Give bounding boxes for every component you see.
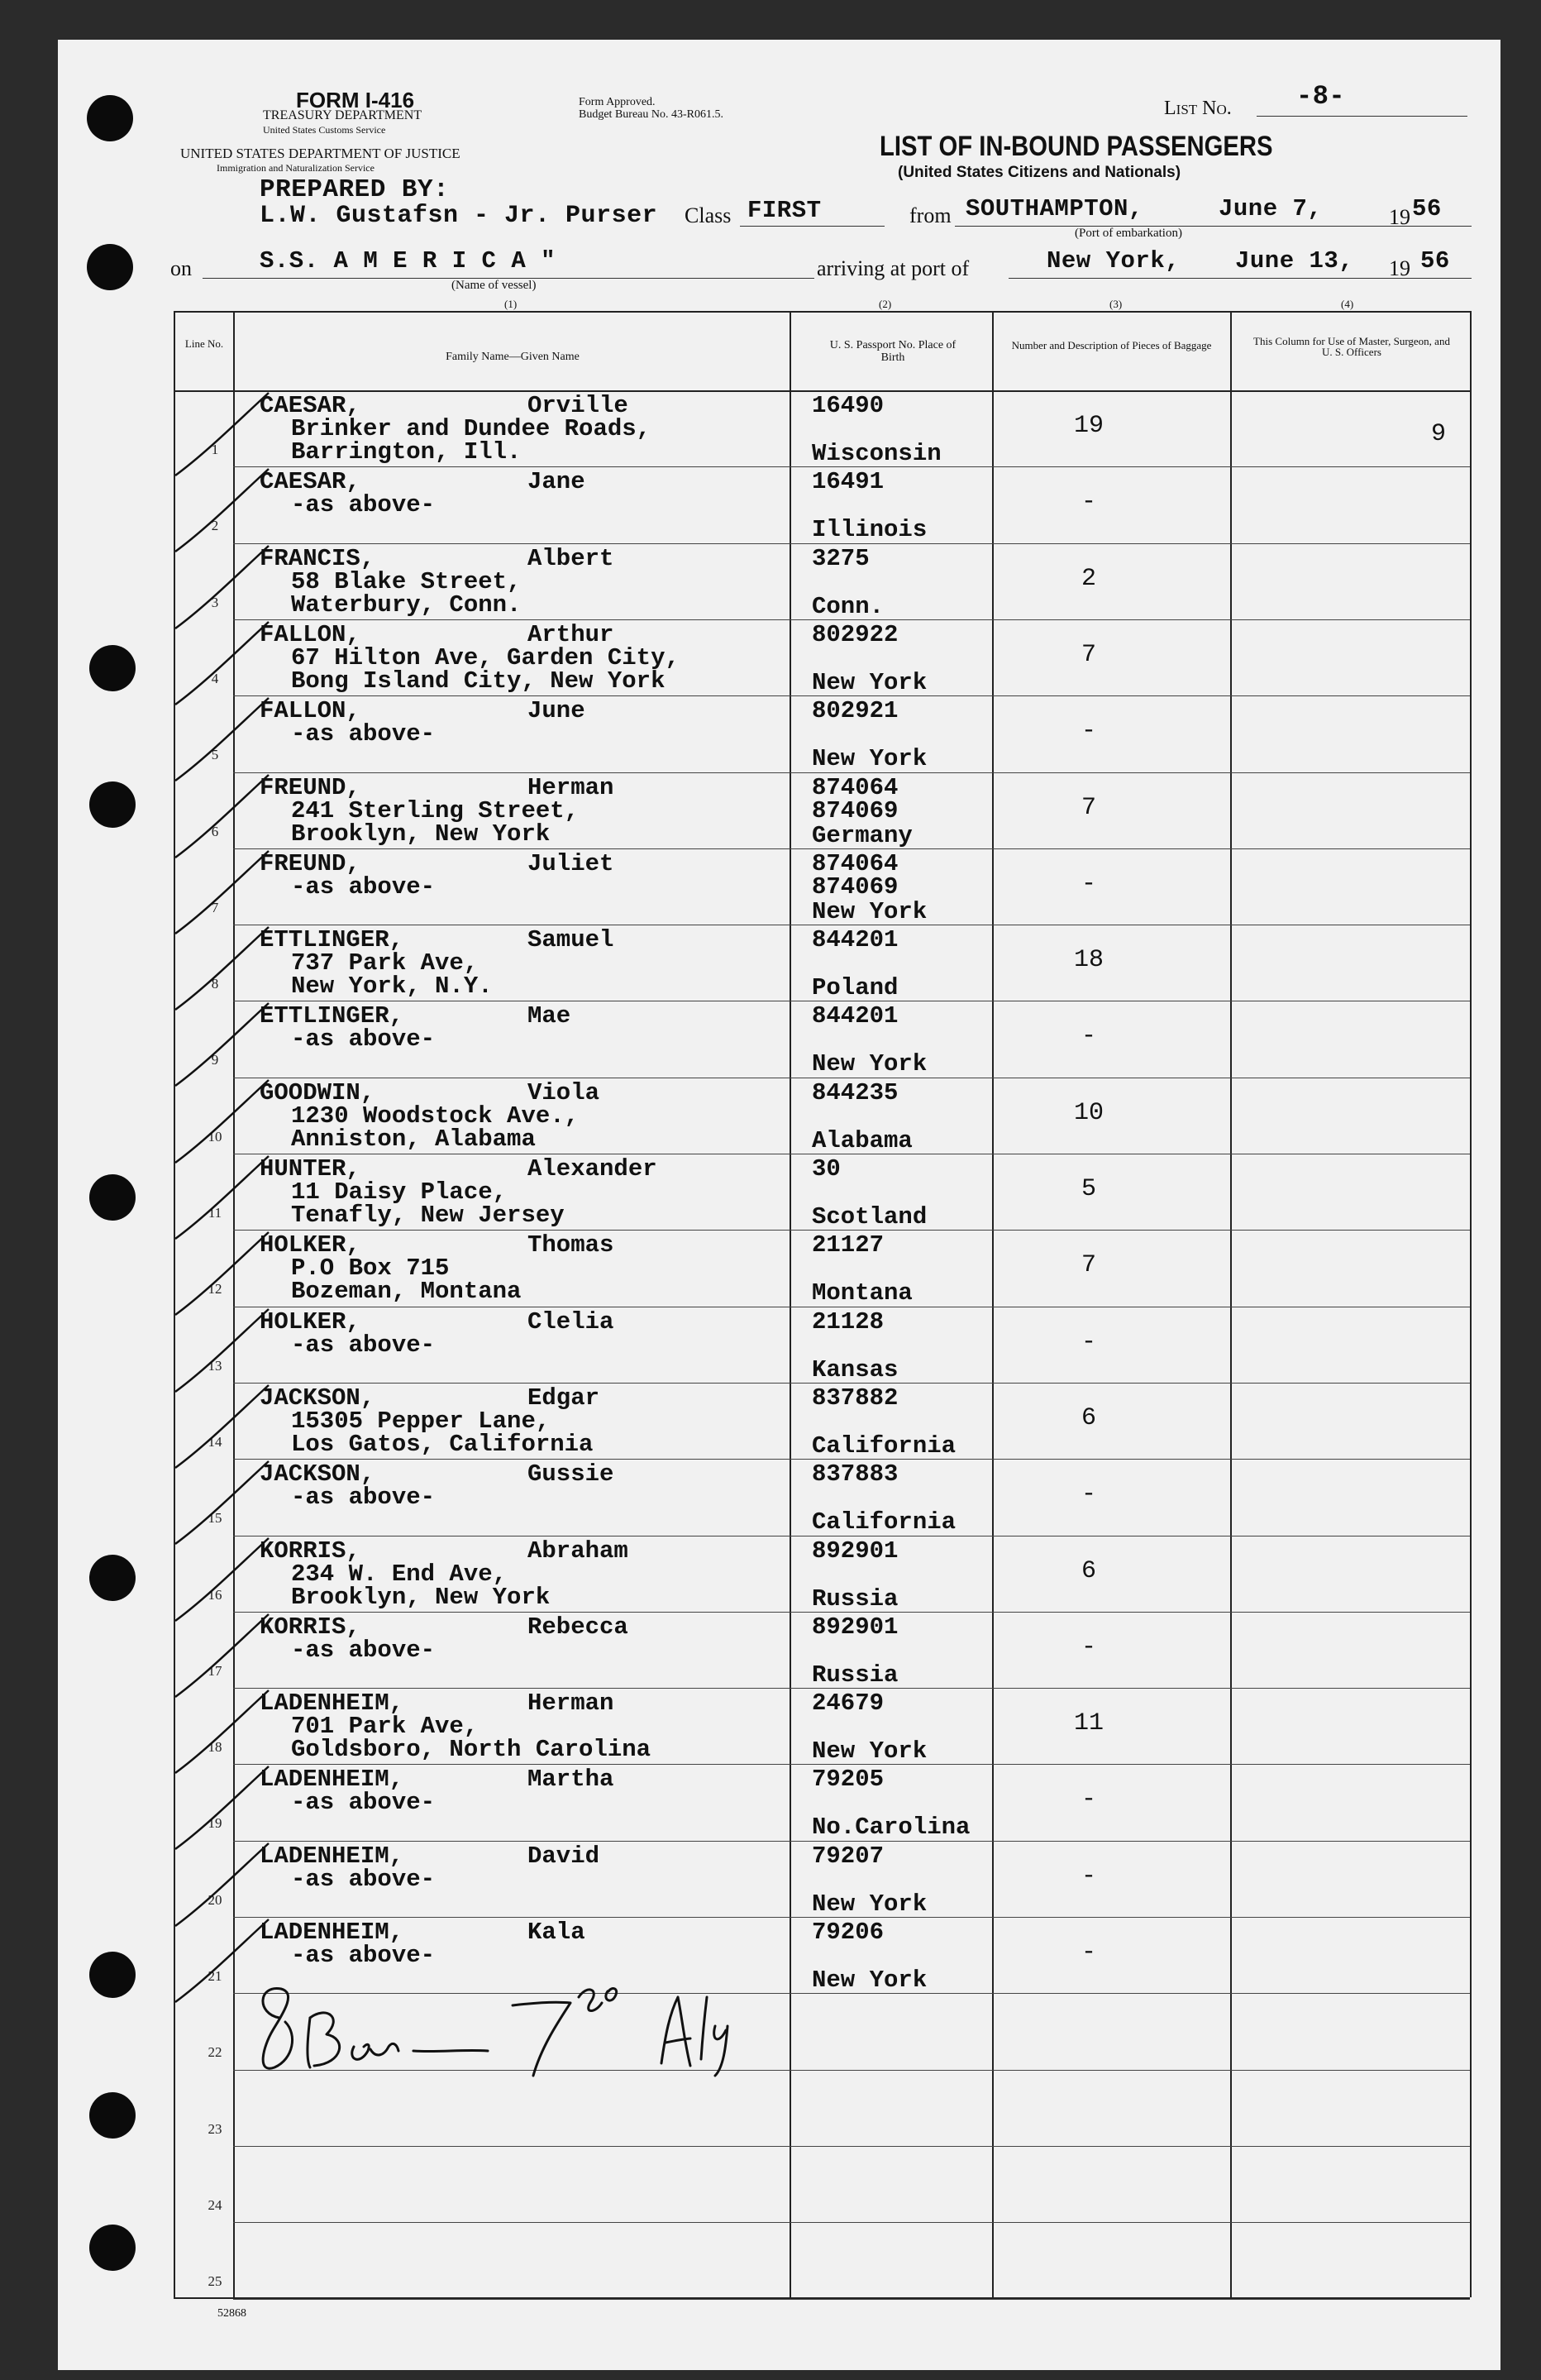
passport-number: 874064 xyxy=(812,850,899,877)
col-header-passport: U. S. Passport No. Place of Birth xyxy=(829,339,957,364)
handwritten-note xyxy=(248,1968,827,2084)
punch-hole xyxy=(87,95,133,141)
given-name: Albert xyxy=(527,545,614,572)
passport-number: 16490 xyxy=(812,392,885,419)
row-line-number: 24 xyxy=(208,2197,222,2213)
punch-hole xyxy=(89,2225,136,2271)
vessel-name: S.S. A M E R I C A " xyxy=(260,247,556,275)
passport-number: 874064 xyxy=(812,774,899,801)
arrival-year: 56 xyxy=(1420,247,1450,275)
given-name: Alexander xyxy=(527,1155,657,1183)
place-of-birth: Alabama xyxy=(812,1127,913,1154)
passport-number: 844235 xyxy=(812,1079,899,1106)
form-number: FORM I-416 xyxy=(296,88,415,112)
row-line-number: 14 xyxy=(208,1434,222,1450)
address-line-2: Tenafly, New Jersey xyxy=(291,1202,565,1229)
address-line-1: 241 Sterling Street, xyxy=(291,797,580,824)
passport-number: 21127 xyxy=(812,1231,885,1259)
arrival-date: June 13, xyxy=(1235,247,1354,275)
form-approved: Form Approved. xyxy=(579,96,656,108)
family-name: CAESAR, xyxy=(260,392,360,419)
baggage-count: 7 xyxy=(1081,641,1096,669)
family-name: LADENHEIM, xyxy=(260,1689,404,1717)
col-header-name: Family Name—Given Name xyxy=(446,351,580,363)
given-name: Martha xyxy=(527,1766,614,1793)
treasury-dept: TREASURY DEPARTMENT xyxy=(263,108,422,122)
row-line-number: 10 xyxy=(208,1129,222,1145)
address-line-2: Brooklyn, New York xyxy=(291,1584,551,1611)
baggage-count: - xyxy=(1081,1633,1096,1661)
family-name: LADENHEIM, xyxy=(260,1919,404,1946)
row-line-number: 9 xyxy=(211,1052,219,1068)
baggage-count: - xyxy=(1081,488,1096,516)
embark-year: 56 xyxy=(1412,195,1442,222)
passport-number: 16491 xyxy=(812,468,885,495)
address-line-1: -as above- xyxy=(291,873,436,901)
address-line-1: -as above- xyxy=(291,1025,436,1053)
list-no-value: -8- xyxy=(1296,81,1346,112)
family-name: HOLKER, xyxy=(260,1308,360,1336)
family-name: HOLKER, xyxy=(260,1231,360,1259)
place-of-birth: Poland xyxy=(812,974,899,1001)
place-of-birth: Montana xyxy=(812,1279,913,1307)
address-line-2: Los Gatos, California xyxy=(291,1431,594,1458)
given-name: Clelia xyxy=(527,1308,614,1336)
passport-number: 3275 xyxy=(812,545,870,572)
given-name: Orville xyxy=(527,392,628,419)
place-of-birth: New York xyxy=(812,1967,928,1994)
baggage-count: - xyxy=(1081,1022,1096,1050)
place-of-birth: Germany xyxy=(812,822,913,849)
address-line-2: Bozeman, Montana xyxy=(291,1278,522,1305)
row-line-number: 7 xyxy=(211,900,219,915)
vessel-caption: (Name of vessel) xyxy=(451,279,537,292)
family-name: LADENHEIM, xyxy=(260,1842,404,1870)
address-line-1: -as above- xyxy=(291,1789,436,1816)
row-line-number: 16 xyxy=(208,1587,222,1603)
baggage-count: - xyxy=(1081,1862,1096,1890)
col-header-baggage: Number and Description of Pieces of Baggage xyxy=(1011,339,1212,351)
family-name: KORRIS, xyxy=(260,1537,360,1565)
address-line-1: -as above- xyxy=(291,1484,436,1511)
family-name: ETTLINGER, xyxy=(260,926,404,953)
place-of-birth: Scotland xyxy=(812,1203,928,1231)
passport-number-corrected: 874069 xyxy=(812,797,899,824)
given-name: Thomas xyxy=(527,1231,614,1259)
family-name: JACKSON, xyxy=(260,1460,375,1488)
officer-mark: 9 xyxy=(1430,420,1446,448)
arrival-port: New York, xyxy=(1047,247,1181,275)
embark-year-prefix: 19 xyxy=(1389,205,1410,229)
place-of-birth: California xyxy=(812,1432,957,1460)
family-name: FREUND, xyxy=(260,774,360,801)
baggage-count: 6 xyxy=(1081,1557,1096,1585)
given-name: Viola xyxy=(527,1079,600,1106)
port-caption: (Port of embarkation) xyxy=(1075,227,1182,240)
col-num-1: (1) xyxy=(504,298,518,310)
given-name: Herman xyxy=(527,774,614,801)
address-line-1: 1230 Woodstock Ave., xyxy=(291,1102,580,1130)
customs-service: United States Customs Service xyxy=(263,124,386,136)
address-line-2: Anniston, Alabama xyxy=(291,1125,536,1153)
arriving-label: arriving at port of xyxy=(817,256,970,280)
baggage-count: 10 xyxy=(1073,1099,1104,1127)
passport-number: 24679 xyxy=(812,1689,885,1717)
place-of-birth: Conn. xyxy=(812,593,885,620)
given-name: Mae xyxy=(527,1002,571,1030)
row-line-number: 5 xyxy=(211,747,219,762)
address-line-1: -as above- xyxy=(291,1637,436,1664)
address-line-1: 737 Park Ave, xyxy=(291,949,479,977)
passport-number: 844201 xyxy=(812,1002,899,1030)
page-subtitle: (United States Citizens and Nationals) xyxy=(898,164,1181,181)
address-line-2: Barrington, Ill. xyxy=(291,438,522,466)
family-name: HUNTER, xyxy=(260,1155,360,1183)
arrival-year-prefix: 19 xyxy=(1389,256,1410,280)
preparer-name: L.W. Gustafsn - Jr. Purser xyxy=(260,202,658,230)
address-line-1: 11 Daisy Place, xyxy=(291,1178,508,1206)
page-title: LIST OF IN-BOUND PASSENGERS xyxy=(880,131,1273,162)
address-line-1: 15305 Pepper Lane, xyxy=(291,1407,551,1435)
punch-hole xyxy=(89,1555,136,1601)
place-of-birth: New York xyxy=(812,745,928,772)
given-name: June xyxy=(527,697,585,724)
family-name: FALLON, xyxy=(260,621,360,648)
row-line-number: 13 xyxy=(208,1358,222,1374)
prepared-by-label: PREPARED BY: xyxy=(260,175,450,204)
address-line-2: New York, N.Y. xyxy=(291,973,493,1000)
passport-number-corrected: 874069 xyxy=(812,873,899,901)
baggage-count: 7 xyxy=(1081,1251,1096,1279)
given-name: Gussie xyxy=(527,1460,614,1488)
address-line-1: 58 Blake Street, xyxy=(291,568,522,595)
row-line-number: 4 xyxy=(211,671,219,686)
baggage-count: 7 xyxy=(1081,794,1096,822)
row-line-number: 20 xyxy=(208,1892,222,1908)
baggage-count: - xyxy=(1081,717,1096,745)
place-of-birth: New York xyxy=(812,1890,928,1918)
passport-number: 802921 xyxy=(812,697,899,724)
given-name: Juliet xyxy=(527,850,614,877)
baggage-count: - xyxy=(1081,1785,1096,1814)
address-line-1: -as above- xyxy=(291,491,436,519)
row-line-number: 21 xyxy=(208,1968,222,1984)
baggage-count: 2 xyxy=(1081,565,1096,593)
row-line-number: 22 xyxy=(208,2044,222,2060)
passport-number: 79207 xyxy=(812,1842,885,1870)
punch-hole xyxy=(89,2092,136,2139)
baggage-count: - xyxy=(1081,1480,1096,1508)
passport-number: 30 xyxy=(812,1155,841,1183)
place-of-birth: No.Carolina xyxy=(812,1814,971,1841)
punch-hole xyxy=(89,781,136,828)
address-line-2: Brooklyn, New York xyxy=(291,820,551,848)
embark-port: SOUTHAMPTON, xyxy=(966,195,1143,222)
place-of-birth: Illinois xyxy=(812,516,928,543)
passport-number: 892901 xyxy=(812,1537,899,1565)
punch-hole xyxy=(89,645,136,691)
place-of-birth: Russia xyxy=(812,1585,899,1613)
list-no-label: List No. xyxy=(1164,98,1232,119)
address-line-1: 234 W. End Ave, xyxy=(291,1560,508,1588)
baggage-count: - xyxy=(1081,870,1096,898)
place-of-birth: Russia xyxy=(812,1661,899,1689)
given-name: Samuel xyxy=(527,926,614,953)
baggage-count: 6 xyxy=(1081,1404,1096,1432)
row-line-number: 23 xyxy=(208,2121,222,2137)
passport-number: 837883 xyxy=(812,1460,899,1488)
passport-number: 79205 xyxy=(812,1766,885,1793)
family-name: FRANCIS, xyxy=(260,545,375,572)
place-of-birth: New York xyxy=(812,898,928,925)
passport-number: 802922 xyxy=(812,621,899,648)
family-name: LADENHEIM, xyxy=(260,1766,404,1793)
row-line-number: 12 xyxy=(208,1281,222,1297)
baggage-count: - xyxy=(1081,1938,1096,1967)
budget-bureau: Budget Bureau No. 43-R061.5. xyxy=(579,108,723,121)
place-of-birth: Wisconsin xyxy=(812,440,942,467)
place-of-birth: New York xyxy=(812,1737,928,1765)
row-line-number: 17 xyxy=(208,1663,222,1679)
punch-hole xyxy=(87,244,133,290)
ins-service: Immigration and Naturalization Service xyxy=(217,162,375,174)
passport-number: 844201 xyxy=(812,926,899,953)
passport-number: 837882 xyxy=(812,1384,899,1412)
row-line-number: 15 xyxy=(208,1510,222,1526)
embark-date: June 7, xyxy=(1219,195,1323,222)
address-line-1: P.O Box 715 xyxy=(291,1255,450,1282)
baggage-count: - xyxy=(1081,1328,1096,1356)
row-line-number: 1 xyxy=(211,442,219,457)
address-line-2: Bong Island City, New York xyxy=(291,667,666,695)
address-line-1: 67 Hilton Ave, Garden City, xyxy=(291,644,680,671)
class-value: FIRST xyxy=(747,197,822,224)
from-label: from xyxy=(909,203,952,227)
address-line-2: Waterbury, Conn. xyxy=(291,591,522,619)
given-name: Jane xyxy=(527,468,585,495)
address-line-1: -as above- xyxy=(291,1866,436,1893)
baggage-count: 5 xyxy=(1081,1175,1096,1203)
given-name: Abraham xyxy=(527,1537,628,1565)
given-name: Kala xyxy=(527,1919,585,1946)
form-footer-number: 52868 xyxy=(217,2307,246,2320)
place-of-birth: Kansas xyxy=(812,1356,899,1384)
baggage-count: 18 xyxy=(1073,946,1104,974)
row-line-number: 11 xyxy=(208,1205,222,1221)
on-label: on xyxy=(170,256,192,280)
family-name: ETTLINGER, xyxy=(260,1002,404,1030)
row-line-number: 2 xyxy=(211,518,219,533)
family-name: FREUND, xyxy=(260,850,360,877)
col-header-line-no: Line No. xyxy=(184,337,224,350)
passport-number: 79206 xyxy=(812,1919,885,1946)
row-line-number: 3 xyxy=(211,595,219,610)
place-of-birth: California xyxy=(812,1508,957,1536)
address-line-2: Goldsboro, North Carolina xyxy=(291,1736,651,1763)
col-num-3: (3) xyxy=(1109,298,1123,310)
passport-number: 21128 xyxy=(812,1308,885,1336)
row-line-number: 19 xyxy=(208,1815,222,1831)
place-of-birth: New York xyxy=(812,1050,928,1078)
family-name: FALLON, xyxy=(260,697,360,724)
address-line-1: -as above- xyxy=(291,1331,436,1359)
family-name: GOODWIN, xyxy=(260,1079,375,1106)
col-num-2: (2) xyxy=(879,298,892,310)
row-line-number: 6 xyxy=(211,824,219,839)
address-line-1: Brinker and Dundee Roads, xyxy=(291,415,651,442)
baggage-count: 19 xyxy=(1073,412,1104,440)
class-label: Class xyxy=(685,203,732,227)
given-name: Rebecca xyxy=(527,1613,628,1641)
address-line-1: 701 Park Ave, xyxy=(291,1713,479,1740)
place-of-birth: New York xyxy=(812,669,928,696)
punch-hole xyxy=(89,1174,136,1221)
family-name: JACKSON, xyxy=(260,1384,375,1412)
passport-number: 892901 xyxy=(812,1613,899,1641)
given-name: Herman xyxy=(527,1689,614,1717)
col-header-officers: This Column for Use of Master, Surgeon, and U. S. Officers xyxy=(1253,335,1450,358)
given-name: Edgar xyxy=(527,1384,600,1412)
address-line-1: -as above- xyxy=(291,1942,436,1969)
baggage-count: 11 xyxy=(1073,1709,1104,1737)
given-name: David xyxy=(527,1842,600,1870)
family-name: CAESAR, xyxy=(260,468,360,495)
punch-hole xyxy=(89,1952,136,1998)
given-name: Arthur xyxy=(527,621,614,648)
address-line-1: -as above- xyxy=(291,720,436,748)
row-line-number: 8 xyxy=(211,976,219,992)
justice-dept: UNITED STATES DEPARTMENT OF JUSTICE xyxy=(180,146,460,161)
row-line-number: 25 xyxy=(208,2273,222,2289)
family-name: KORRIS, xyxy=(260,1613,360,1641)
col-num-4: (4) xyxy=(1341,298,1354,310)
row-line-number: 18 xyxy=(208,1739,222,1755)
